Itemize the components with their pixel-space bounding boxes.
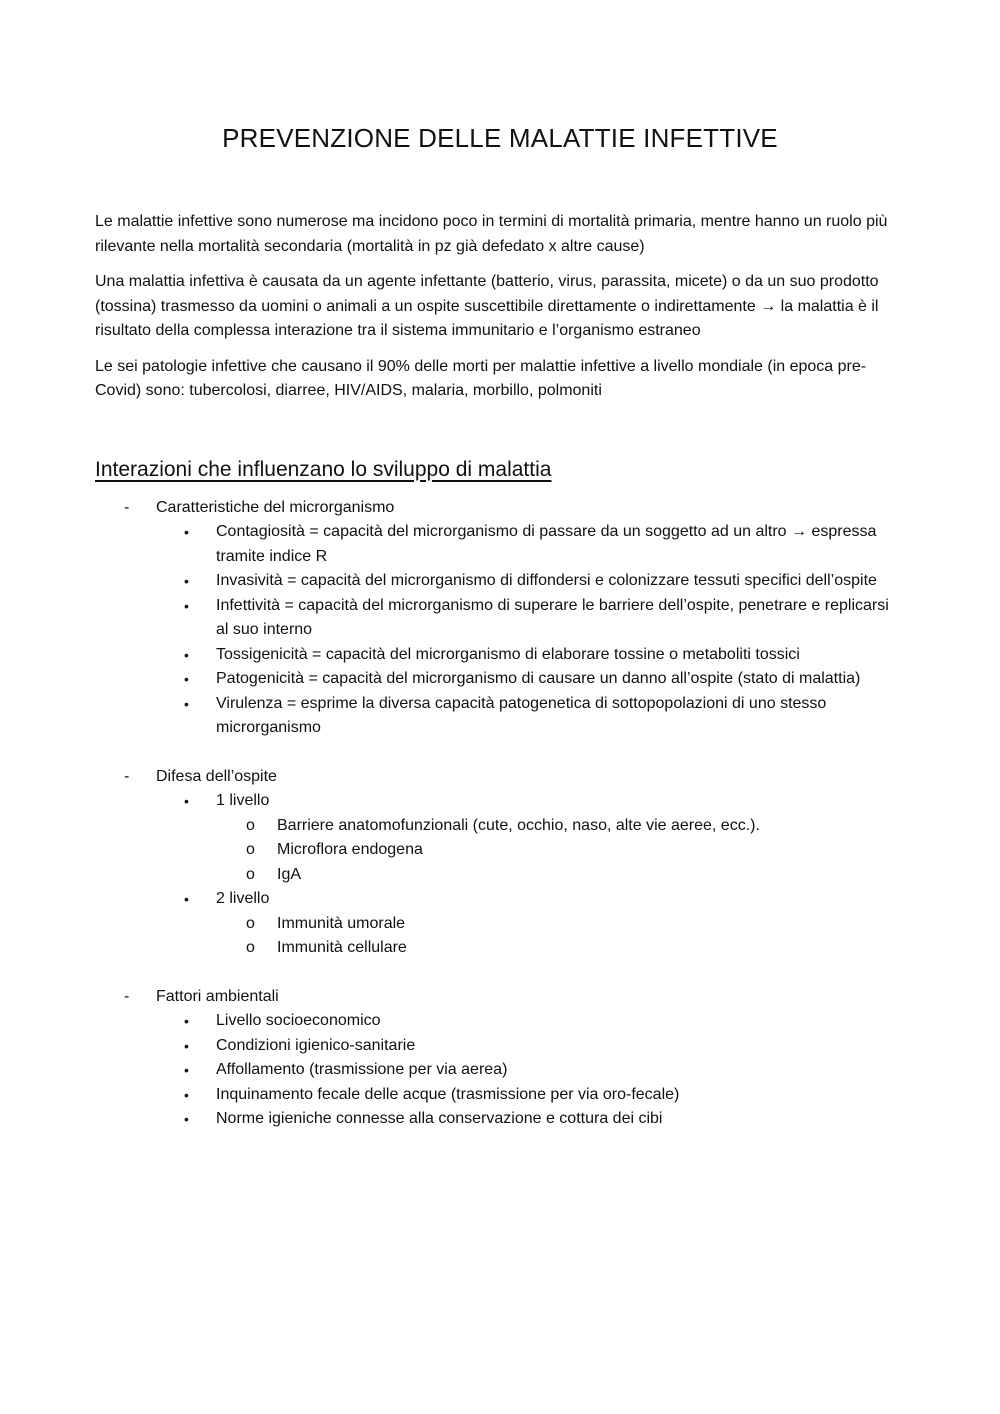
- circle-marker: o: [246, 914, 255, 932]
- list-item-difesa-ospite: [95, 765, 905, 961]
- list-item: • Virulenza = esprime la diversa capacità patogenetica di sottopopolazioni di uno stesso microrganismo: [156, 692, 905, 741]
- page-title: PREVENZIONE DELLE MALATTIE INFETTIVE: [222, 123, 778, 153]
- list-item-livello-2: • 2 livello o Immunità umorale o Immunità cellulare: [156, 887, 905, 961]
- paragraph-statistics: Le sei patologie infettive che causano il 90% delle morti per malattie infettive a livello mondiale (in epoca pre-Covid) sono: tubercolosi, diarree, HIV/AIDS, malaria, morbillo, polmoniti: [95, 357, 867, 399]
- list-item: o Microflora endogena: [216, 838, 905, 863]
- bullet-marker: •: [184, 695, 189, 712]
- list-item: • Affollamento (trasmissione per via aerea): [156, 1058, 905, 1083]
- factor-list: [95, 496, 905, 1132]
- sub-list: [156, 1009, 905, 1132]
- list-item: o IgA: [216, 863, 905, 888]
- list-item: o Immunità cellulare: [216, 936, 905, 961]
- list-item: • Infettività = capacità del microrganismo di superare le barriere dell’ospite, penetrare e replicarsi al suo interno: [156, 594, 905, 643]
- dash-marker: -: [124, 987, 130, 1005]
- bullet-marker: •: [184, 524, 189, 540]
- bullet-marker: •: [184, 891, 189, 907]
- circle-marker: o: [246, 939, 255, 956]
- sub-list: [156, 789, 905, 961]
- list-item: • Tossigenicità = capacità del microrganismo di elaborare tossine o metaboliti tossici: [156, 643, 905, 668]
- list-item: o Barriere anatomofunzionali (cute, occhio, naso, alte vie aeree, ecc.).: [216, 814, 905, 839]
- list-item: • Contagiosità = capacità del microrganismo di passare da un soggetto ad un altro → espressa tramite indice R: [156, 520, 905, 569]
- dash-marker: -: [124, 498, 130, 516]
- sub-list: [156, 520, 905, 741]
- bullet-marker: •: [184, 597, 189, 614]
- circle-marker: o: [246, 865, 255, 883]
- list-item: • Livello socioeconomico: [156, 1009, 905, 1034]
- circle-marker: o: [246, 841, 255, 858]
- list-item: • Condizioni igienico-sanitarie: [156, 1034, 905, 1059]
- bullet-marker: •: [184, 1062, 189, 1078]
- list-item: • Patogenicità = capacità del microrganismo di causare un danno all’ospite (stato di malattia): [156, 667, 905, 692]
- list-item: • Norme igieniche connesse alla conservazione e cottura dei cibi: [156, 1107, 905, 1132]
- circle-marker: o: [246, 816, 255, 834]
- bullet-marker: •: [184, 1086, 189, 1103]
- bullet-marker: •: [184, 1111, 189, 1127]
- list-item: • Inquinamento fecale delle acque (trasmissione per via oro-fecale): [156, 1083, 905, 1108]
- list-item: • Invasività = capacità del microrganismo di diffondersi e colonizzare tessuti specifici dell’ospite: [156, 569, 905, 594]
- section-heading: Interazioni che influenzano lo sviluppo di malattia: [95, 457, 552, 481]
- list-item: o Immunità umorale: [216, 912, 905, 937]
- bullet-marker: •: [184, 573, 189, 589]
- dash-marker: -: [124, 767, 130, 785]
- paragraph-definition: Una malattia infettiva è causata da un agente infettante (batterio, virus, parassita, micete) o da un suo prodotto (tossina) trasmesso da uomini o animali a un ospite suscettibile direttamente o indirettamente → la malattia è il risultato della complessa interazione tra il sistema immunitario e l’organismo estraneo: [95, 273, 879, 339]
- list-item-livello-1: • 1 livello o Barriere anatomofunzionali (cute, occhio, naso, alte vie aeree, ecc.). o Microflora endogena o IgA: [156, 789, 905, 887]
- sub-sub-list: [216, 912, 905, 961]
- bullet-marker: •: [184, 671, 189, 687]
- bullet-marker: •: [184, 1037, 189, 1054]
- group-label: Difesa dell’ospite: [156, 767, 277, 785]
- bullet-marker: •: [184, 1013, 189, 1029]
- list-item-fattori-ambientali: [95, 985, 905, 1132]
- bullet-marker: •: [184, 793, 189, 809]
- sub-sub-list: [216, 814, 905, 888]
- group-label: Fattori ambientali: [156, 987, 279, 1005]
- group-label: Caratteristiche del microrganismo: [156, 498, 395, 516]
- list-item-microrganismo: [95, 496, 905, 741]
- paragraph-intro: Le malattie infettive sono numerose ma incidono poco in termini di mortalità primaria, mentre hanno un ruolo più rilevante nella mortalità secondaria (mortalità in pz già defedato x altre cause): [95, 213, 888, 255]
- bullet-marker: •: [184, 646, 189, 663]
